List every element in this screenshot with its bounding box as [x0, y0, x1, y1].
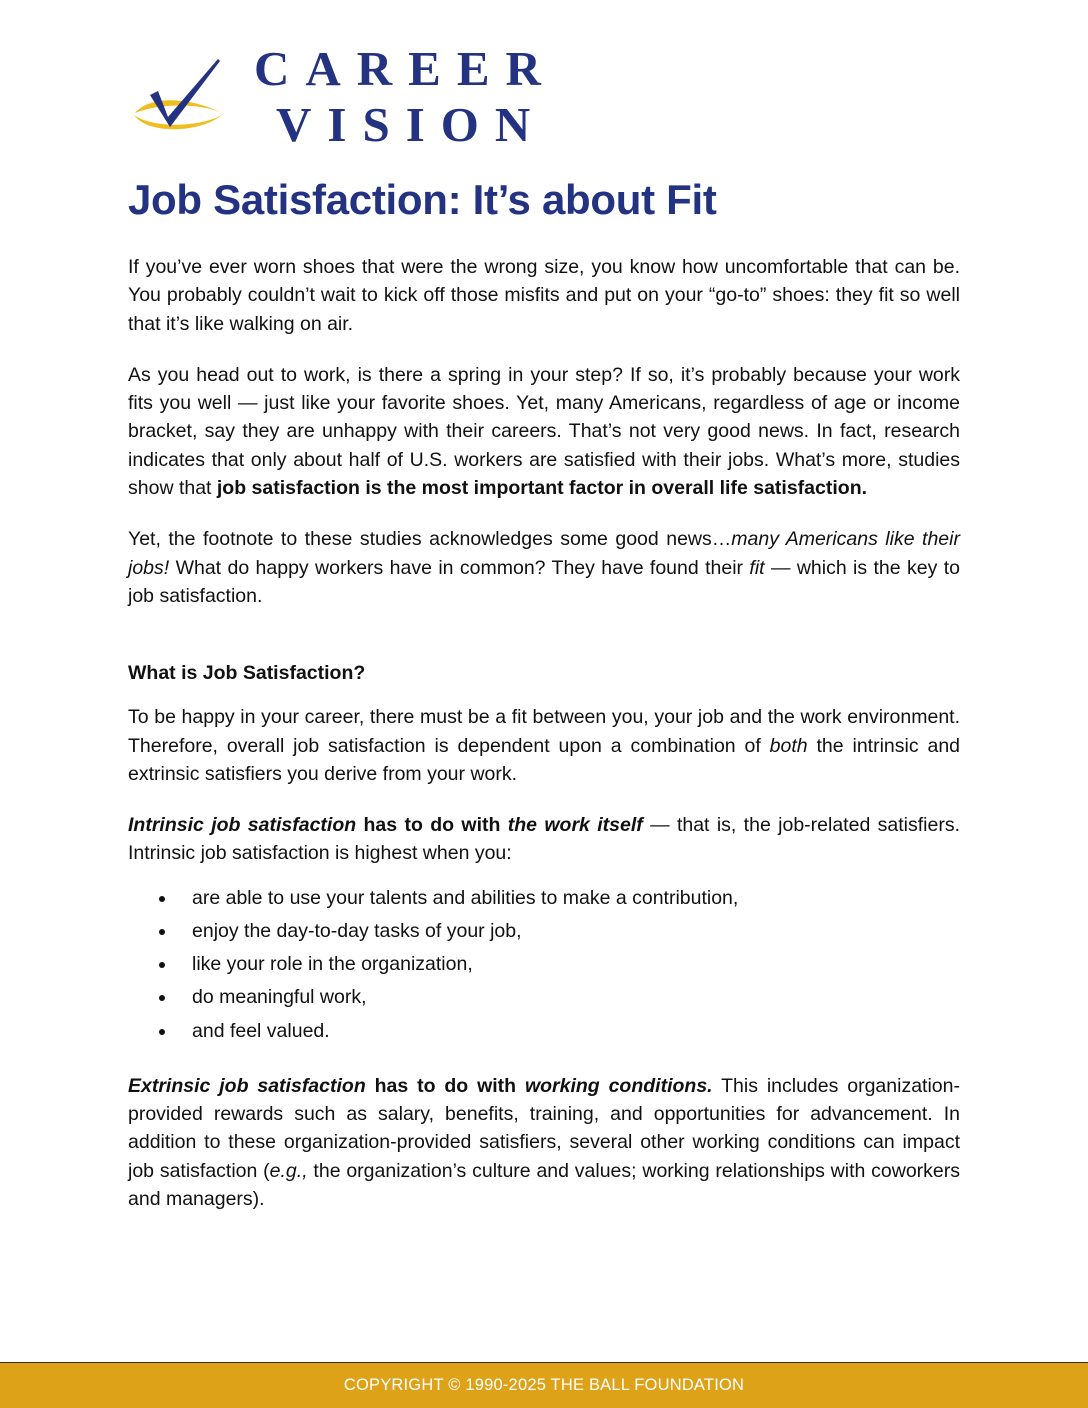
paragraph-footnote-text2: What do happy workers have in common? They have found their: [169, 556, 750, 579]
paragraph-footnote-text1: Yet, the footnote to these studies acknowledges some good news…: [128, 528, 732, 551]
list-item-text: enjoy the day-to-day tasks of your job,: [192, 919, 522, 942]
paragraph-extrinsic-bold: has to do with: [365, 1074, 525, 1097]
paragraph-extrinsic-text1: This includes organization-provided rewards such as salary, benefits, training, and opportunities for advancement. In addition to these organization-provided satisfiers, several other working conditions can impact job satisfaction (: [128, 1074, 960, 1182]
section-heading: What is Job Satisfaction?: [128, 662, 366, 685]
bullet-icon: [159, 1029, 165, 1035]
list-item: [128, 1015, 960, 1048]
paragraph-fit-text1: To be happy in your career, there must be a fit between you, your job and the work environment. Therefore, overall job satisfaction is dependent upon a combination of: [128, 706, 960, 757]
paragraph-footnote-italic1: many Americans like their jobs!: [128, 528, 960, 579]
list-item-text: and feel valued.: [192, 1019, 330, 1042]
paragraph-extrinsic-text2: the organization’s culture and values; working relationships with coworkers and managers).: [128, 1159, 960, 1210]
paragraph-extrinsic: [128, 1072, 960, 1213]
paragraph-fit: [128, 703, 960, 788]
list-item-text: are able to use your talents and abilities to make a contribution,: [192, 886, 739, 909]
list-item: [128, 981, 960, 1014]
bullet-icon: [159, 929, 165, 935]
copyright-footer: [0, 1362, 1088, 1408]
list-item-text: like your role in the organization,: [192, 953, 473, 976]
paragraph-footnote-italic2: fit: [749, 556, 765, 579]
list-item-text: do meaningful work,: [192, 986, 367, 1009]
paragraph-extrinsic-italic: e.g.,: [269, 1159, 308, 1182]
list-item: [128, 882, 960, 915]
bullet-icon: [159, 962, 165, 968]
paragraph-spring: [128, 361, 960, 502]
bullet-icon: [159, 896, 165, 902]
paragraph-spring-text: As you head out to work, is there a spring in your step? If so, it’s probably because your work fits you well — just like your favorite shoes. Yet, many Americans, regardless of age or income bracket, say they are unhappy with their careers. That’s not very good news. In fact, research indicates that only about half of U.S. workers are satisfied with their jobs. What’s more, studies show that: [128, 363, 960, 500]
list-item: [128, 915, 960, 948]
article-body: [128, 253, 960, 1213]
paragraph-footnote-text3: — which is the key to job satisfaction.: [128, 556, 960, 607]
logo-wordmark-line2: VISION: [276, 97, 547, 152]
paragraph-intrinsic-emphasis: the work itself: [507, 814, 643, 837]
paragraph-intrinsic: [128, 811, 960, 868]
bullet-icon: [159, 995, 165, 1001]
list-item: [128, 948, 960, 981]
intrinsic-list: [128, 882, 960, 1048]
paragraph-spring-bold: job satisfaction is the most important factor in overall life satisfaction.: [216, 477, 868, 500]
copyright-text: COPYRIGHT © 1990-2025 THE BALL FOUNDATION: [343, 1376, 745, 1394]
checkmark-swoosh-icon: [130, 55, 230, 135]
paragraph-intrinsic-text: — that is, the job-related satisfiers. Intrinsic job satisfaction is highest when you:: [128, 814, 960, 865]
paragraph-intrinsic-bold: has to do with: [356, 814, 508, 837]
paragraph-fit-text2: the intrinsic and extrinsic satisfiers you derive from your work.: [128, 734, 961, 785]
page-title: Job Satisfaction: It’s about Fit: [128, 176, 717, 223]
logo-wordmark-line1: CAREER: [254, 41, 557, 96]
paragraph-fit-italic: both: [769, 734, 808, 757]
paragraph-intrinsic-term: Intrinsic job satisfaction: [128, 814, 357, 837]
paragraph-extrinsic-emphasis: working conditions.: [524, 1074, 713, 1097]
paragraph-intro: If you’ve ever worn shoes that were the wrong size, you know how uncomfortable that can be. You probably couldn’t wait to kick off those misfits and put on your “go-to” shoes: they fit so well that it’s like walking on air.: [128, 256, 960, 335]
paragraph-footnote: [128, 525, 960, 610]
paragraph-extrinsic-term: Extrinsic job satisfaction: [128, 1074, 366, 1097]
